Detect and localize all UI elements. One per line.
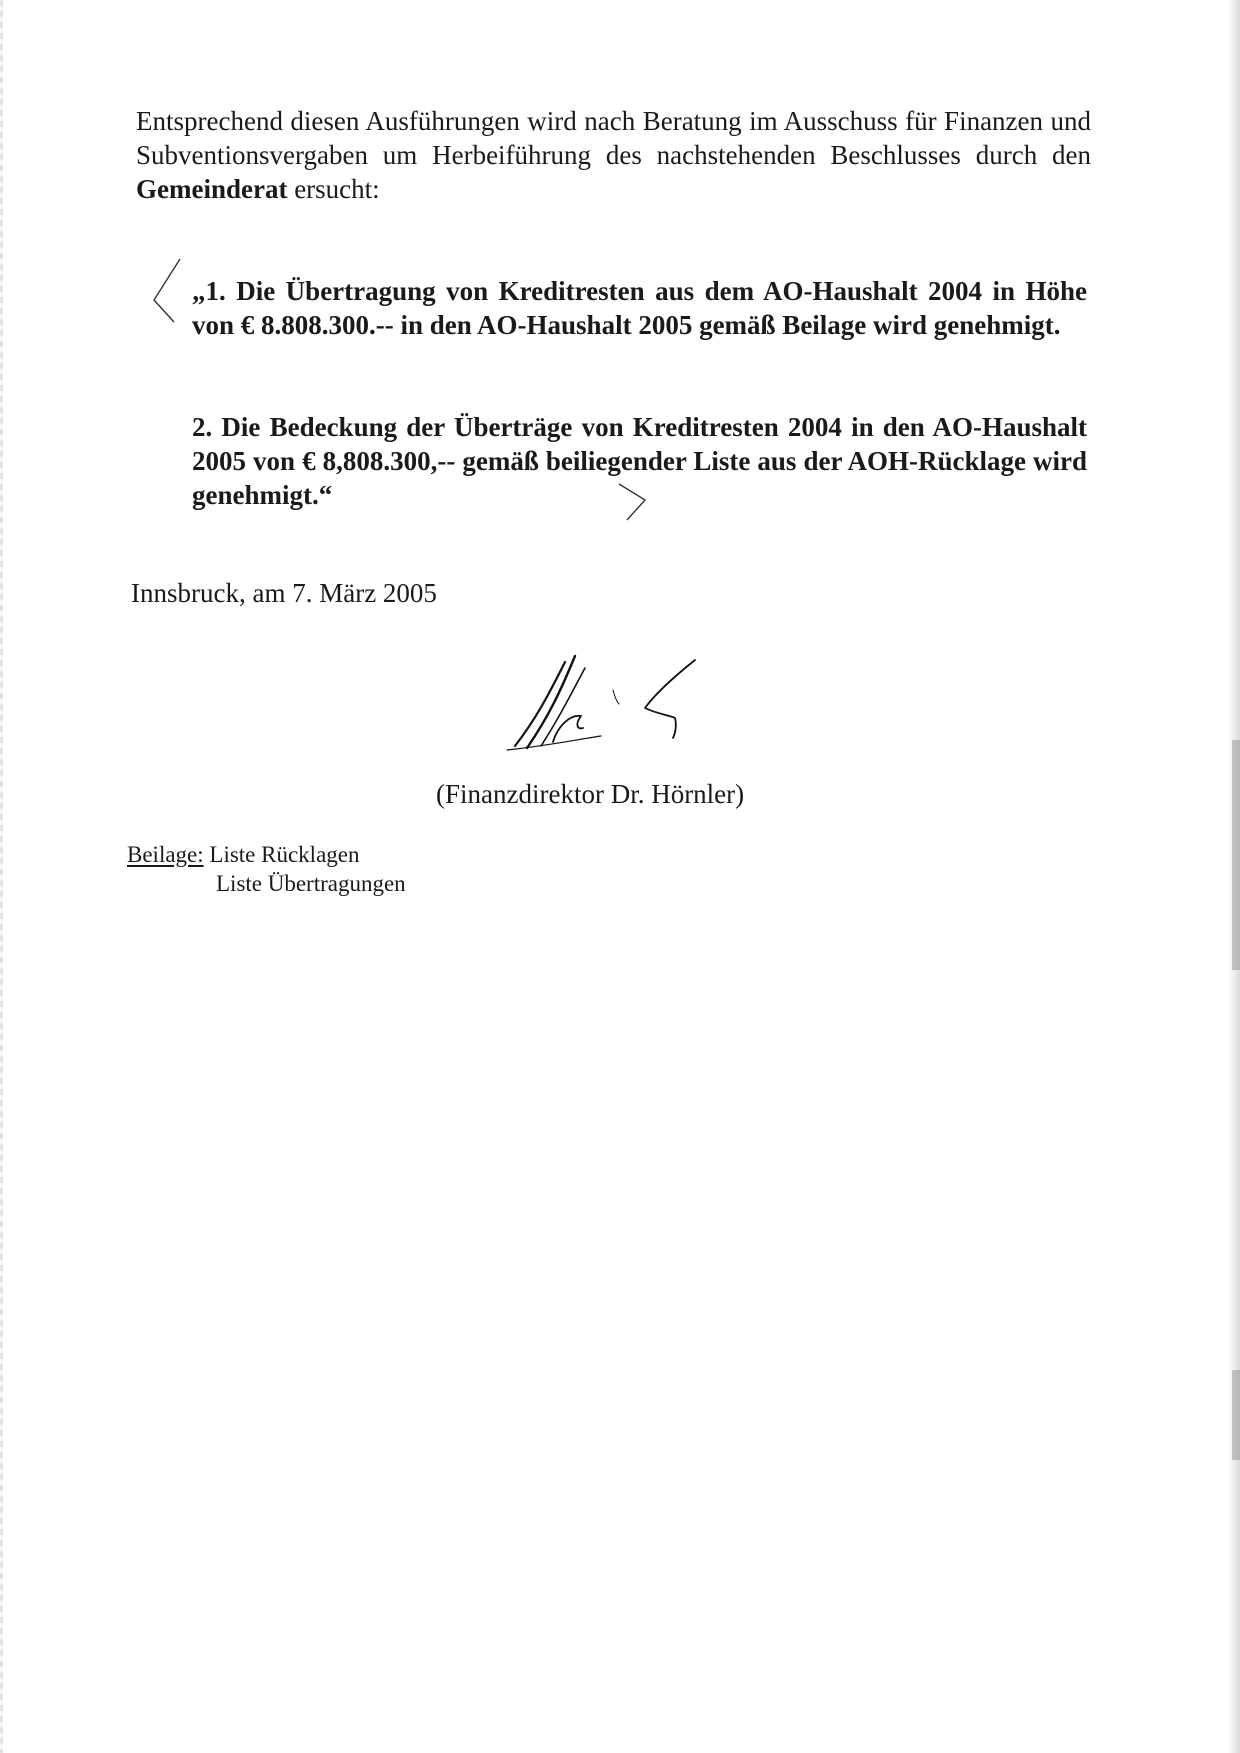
handwritten-signature — [505, 650, 735, 760]
enclosure-label: Beilage: — [127, 842, 204, 867]
enclosure-row — [127, 840, 406, 869]
place-date: Innsbruck, am 7. März 2005 — [131, 578, 437, 608]
handwritten-close-bracket — [615, 480, 651, 524]
resolution-item-2: 2. Die Bedeckung der Überträge von Kreditresten 2004 in den AO-Haushalt 2005 von € 8,808.300,-- gemäß beiliegender Liste aus der AOH-Rücklage wird genehmigt.“ — [192, 412, 1087, 510]
scan-shadow-right — [1232, 1370, 1240, 1460]
intro-text-after: ersucht: — [287, 174, 380, 204]
intro-paragraph — [136, 104, 1091, 206]
scan-shadow-right — [1232, 740, 1240, 970]
signer-name: (Finanzdirektor Dr. Hörnler) — [436, 779, 745, 809]
enclosure-item: Liste Rücklagen — [209, 842, 360, 867]
enclosure-item: Liste Übertragungen — [216, 871, 406, 896]
intro-text-before: Entsprechend diesen Ausführungen wird nach Beratung im Ausschuss für Finanzen und Subventionsvergaben um Herbeiführung des nachstehenden Beschlusses durch den — [136, 106, 1091, 170]
intro-bold-word: Gemeinderat — [136, 174, 288, 204]
scan-edge-left — [0, 0, 3, 1753]
handwritten-open-bracket — [148, 256, 188, 324]
enclosure-block — [127, 840, 406, 898]
resolution-item-1: „1. Die Übertragung von Kreditresten aus dem AO-Haushalt 2004 in Höhe von € 8.808.300.-- in den AO-Haushalt 2005 gemäß Beilage wird genehmigt. — [192, 276, 1087, 340]
